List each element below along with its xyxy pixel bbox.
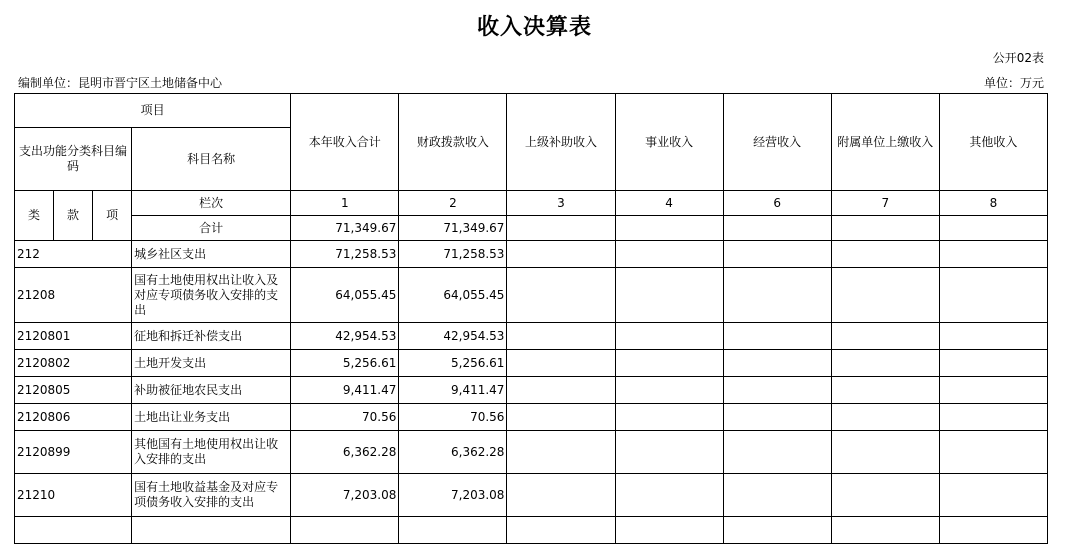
header-col-7: 其他收入 (939, 94, 1047, 191)
row-code: 21208 (15, 268, 132, 323)
total-c1: 71,349.67 (291, 216, 399, 241)
header-row-1 (15, 94, 1048, 128)
row-name: 补助被征地农民支出 (132, 377, 291, 404)
header-lanci: 栏次 (132, 191, 291, 216)
header-kuan: 款 (54, 191, 93, 241)
table-row (15, 377, 1048, 404)
row-c2: 42,954.53 (399, 323, 507, 350)
total-c2: 71,349.67 (399, 216, 507, 241)
col-num-2: 2 (399, 191, 507, 216)
table-row (15, 241, 1048, 268)
currency-unit: 单位：万元 (983, 76, 1044, 90)
col-num-5: 6 (723, 191, 831, 216)
row-name: 国有土地使用权出让收入及对应专项债务收入安排的支出 (132, 268, 291, 323)
header-col-6: 附属单位上缴收入 (831, 94, 939, 191)
header-lei: 类 (15, 191, 54, 241)
row-code: 2120801 (15, 323, 132, 350)
header-row-3 (15, 191, 1048, 216)
col-num-1: 1 (291, 191, 399, 216)
row-c1: 70.56 (291, 404, 399, 431)
row-code: 2120802 (15, 350, 132, 377)
row-c1: 7,203.08 (291, 474, 399, 517)
row-name: 土地出让业务支出 (132, 404, 291, 431)
col-num-3: 3 (507, 191, 615, 216)
row-name: 其他国有土地使用权出让收入安排的支出 (132, 431, 291, 474)
row-code: 2120806 (15, 404, 132, 431)
row-name: 城乡社区支出 (132, 241, 291, 268)
table-row-partial (15, 517, 1048, 544)
total-row (15, 216, 1048, 241)
row-name: 土地开发支出 (132, 350, 291, 377)
header-col-3: 上级补助收入 (507, 94, 615, 191)
header-item: 项目 (15, 94, 291, 128)
row-c2: 6,362.28 (399, 431, 507, 474)
table-row (15, 268, 1048, 323)
header-code: 支出功能分类科目编码 (15, 128, 132, 191)
row-c2: 9,411.47 (399, 377, 507, 404)
table-row (15, 350, 1048, 377)
row-c1: 42,954.53 (291, 323, 399, 350)
header-xiang: 项 (93, 191, 132, 241)
row-c2: 64,055.45 (399, 268, 507, 323)
header-name: 科目名称 (132, 128, 291, 191)
header-col-1: 本年收入合计 (291, 94, 399, 191)
row-c1: 6,362.28 (291, 431, 399, 474)
row-code: 21210 (15, 474, 132, 517)
row-c2: 71,258.53 (399, 241, 507, 268)
row-name: 征地和拆迁补偿支出 (132, 323, 291, 350)
col-num-6: 7 (831, 191, 939, 216)
table-row (15, 323, 1048, 350)
document-code: 公开02表 (992, 51, 1044, 65)
total-label: 合计 (132, 216, 291, 241)
table-row (15, 404, 1048, 431)
row-c1: 9,411.47 (291, 377, 399, 404)
row-c1: 5,256.61 (291, 350, 399, 377)
income-table (14, 93, 1048, 544)
table-row (15, 474, 1048, 517)
header-col-4: 事业收入 (615, 94, 723, 191)
col-num-7: 8 (939, 191, 1047, 216)
row-c2: 7,203.08 (399, 474, 507, 517)
table-row (15, 431, 1048, 474)
row-c2: 70.56 (399, 404, 507, 431)
col-num-4: 4 (615, 191, 723, 216)
header-col-5: 经营收入 (723, 94, 831, 191)
row-name: 国有土地收益基金及对应专项债务收入安排的支出 (132, 474, 291, 517)
header-col-2: 财政拨款收入 (399, 94, 507, 191)
compiling-unit: 编制单位：昆明市晋宁区土地储备中心 (18, 76, 223, 90)
row-c1: 71,258.53 (291, 241, 399, 268)
row-code: 2120899 (15, 431, 132, 474)
row-code: 2120805 (15, 377, 132, 404)
row-c1: 64,055.45 (291, 268, 399, 323)
row-c2: 5,256.61 (399, 350, 507, 377)
page-title: 收入决算表 (476, 15, 592, 40)
row-code: 212 (15, 241, 132, 268)
